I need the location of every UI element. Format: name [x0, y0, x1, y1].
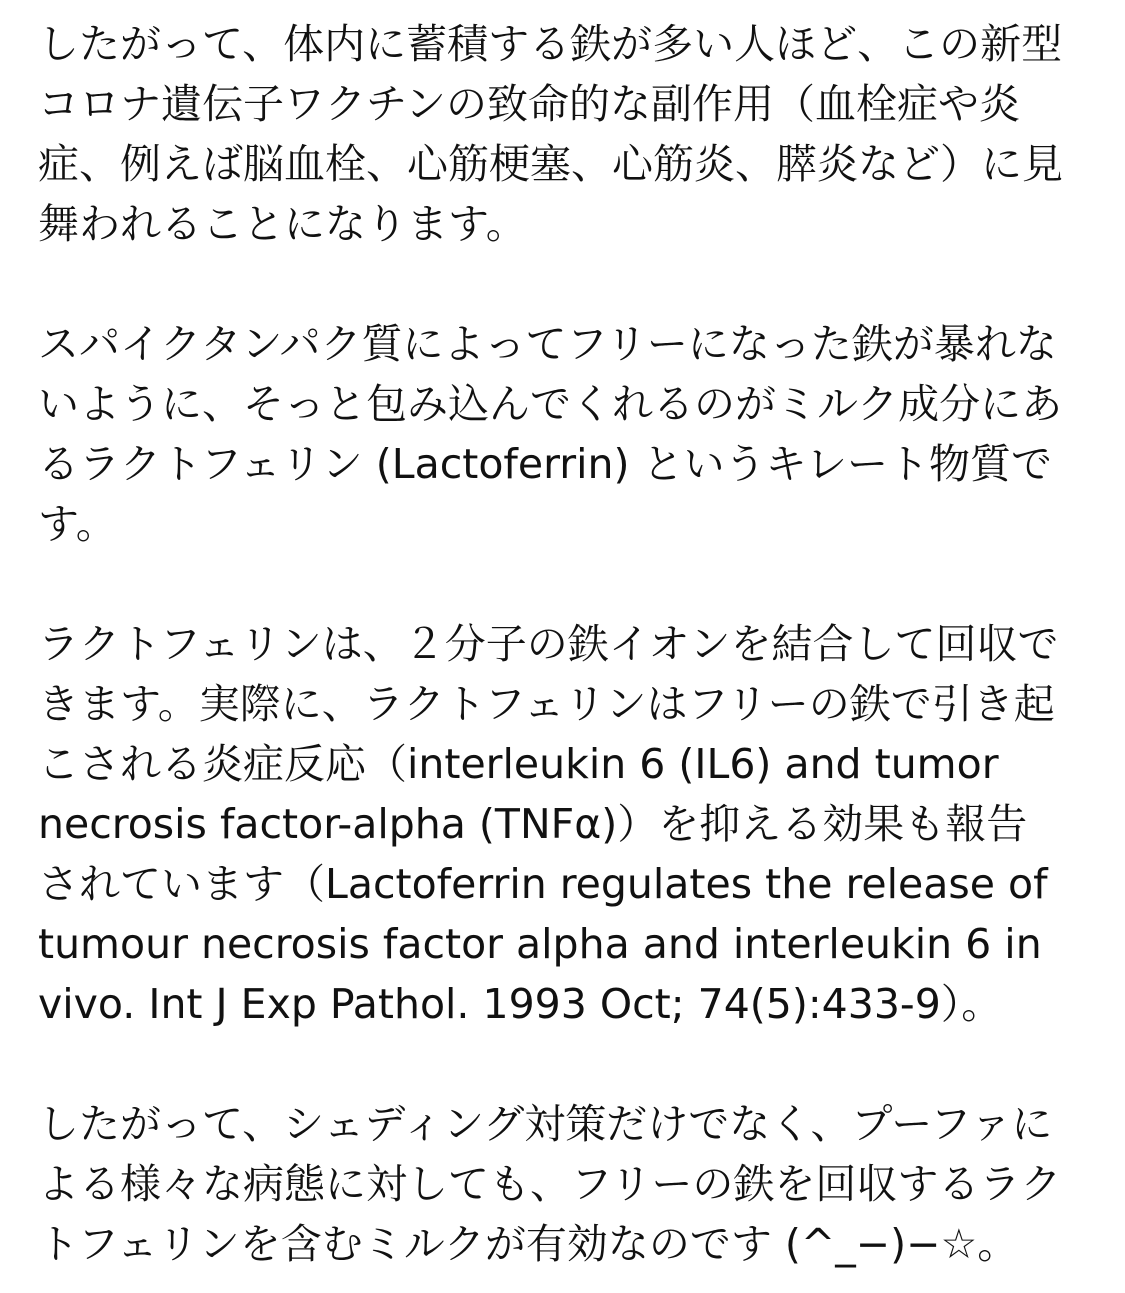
text-line: 症、例えば脳血栓、心筋梗塞、心筋炎、膵炎など）に見 [38, 140, 1063, 188]
text-line: るラクトフェリン (Lactoferrin) というキレート物質で [38, 440, 1053, 488]
text-line: tumour necrosis factor alpha and interleukin 6 in [38, 920, 1042, 968]
paragraph-1 [38, 14, 1095, 254]
text-line: されています（Lactoferrin regulates the release of [38, 860, 1048, 908]
text-line: したがって、シェディング対策だけでなく、プーファに [38, 1100, 1053, 1148]
text-line: コロナ遺伝子ワクチンの致命的な副作用（血栓症や炎 [38, 80, 1020, 128]
text-line: necrosis factor-alpha (TNFα)）を抑える効果も報告 [38, 800, 1028, 848]
text-line: よる様々な病態に対しても、フリーの鉄を回収するラク [38, 1160, 1062, 1208]
text-line: vivo. Int J Exp Pathol. 1993 Oct; 74(5):433-9）。 [38, 980, 1003, 1028]
text-line: ラクトフェリンは、２分子の鉄イオンを結合して回収で [38, 620, 1059, 668]
text-line: したがって、体内に蓄積する鉄が多い人ほど、この新型 [38, 20, 1063, 68]
text-line: す。 [38, 500, 117, 548]
paragraph-2 [38, 314, 1095, 554]
paragraph-4 [38, 1094, 1095, 1274]
text-line: トフェリンを含むミルクが有効なのです (^_−)−☆。 [38, 1220, 1019, 1268]
text-line: いように、そっと包み込んでくれるのがミルク成分にあ [38, 380, 1063, 428]
text-line: スパイクタンパク質によってフリーになった鉄が暴れな [38, 320, 1057, 368]
paragraph-3 [38, 614, 1095, 1034]
text-line: こされる炎症反応（interleukin 6 (IL6) and tumor [38, 740, 999, 788]
text-line: きます。実際に、ラクトフェリンはフリーの鉄で引き起 [38, 680, 1055, 728]
text-line: 舞われることになります。 [38, 200, 527, 248]
